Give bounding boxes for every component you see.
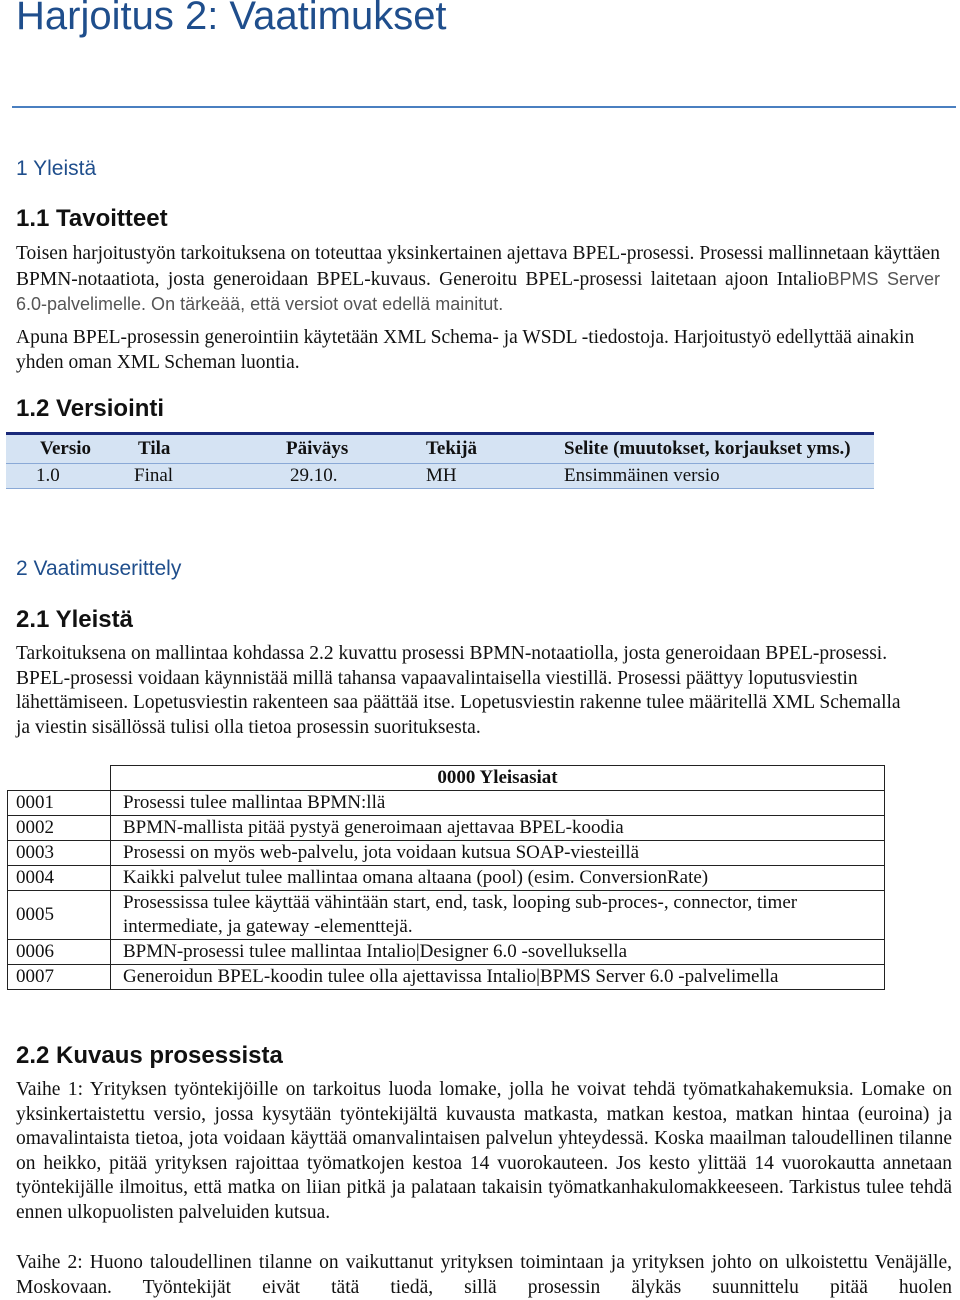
table-row	[8, 791, 885, 816]
requirement-id: 0004	[8, 866, 111, 891]
version-col-version: Versio	[6, 434, 98, 464]
table-row	[8, 816, 885, 841]
version-table-header	[6, 434, 874, 464]
goals-paragraph-2: Apuna BPEL-prosessin generointiin käytetään XML Schema- ja WSDL -tiedostoja. Harjoitustyö edellyttää ainakin yhden oman XML Scheman luontia.	[16, 327, 915, 373]
table-row	[8, 940, 885, 965]
date-cell: 29.10.	[258, 464, 414, 489]
process-paragraph-1: Vaihe 1: Yrityksen työntekijöille on tarkoitus luoda lomake, jolla he voivat tehdä työmatkahakemuksia. Lomake on yksinkertaistettu versio, jossa kysytään työntekijältä kuvausta matkasta, matkan kestoa, matkan hintaa (euroina) ja omavalintaista tietoa, jota voidaan käyttää omanvalintaisen palvelun yhteydessä. Koska maailman taloudellinen tilanne on heikko, pitää yrityksen rajoittaa työmatkojen kestoa 14 vuorokauteen. Jos kesto ylittää 14 vuorokautta annetaan työntekijälle ilmoitus, että matka on liian pitkä ja palataan takaisin työmatkanhakulomakkeeseen. Tarkistus tulee tehdä ennen ulkopuolisten palveluiden kutsua.	[16, 1079, 952, 1223]
state-cell: Final	[98, 464, 258, 489]
requirement-id: 0005	[8, 891, 111, 940]
table-row	[6, 464, 874, 489]
table-row	[8, 866, 885, 891]
version-col-date: Päiväys	[258, 434, 414, 464]
requirements-header-row	[8, 766, 885, 791]
goals-paragraph-1	[16, 242, 940, 318]
description-cell: Ensimmäinen versio	[552, 464, 874, 489]
table-row	[8, 965, 885, 990]
table-row	[8, 841, 885, 866]
requirement-id: 0002	[8, 816, 111, 841]
requirement-id: 0006	[8, 940, 111, 965]
requirements-header-empty	[8, 766, 111, 791]
requirements-table	[7, 765, 885, 990]
requirement-text: Kaikki palvelut tulee mallintaa omana altaana (pool) (esim. ConversionRate)	[111, 866, 885, 891]
requirements-header: 0000 Yleisasiat	[111, 766, 885, 791]
table-row	[8, 891, 885, 940]
subsection-heading-2-1: 2.1 Yleistä	[16, 606, 133, 633]
subsection-heading-2-2: 2.2 Kuvaus prosessista	[16, 1042, 283, 1069]
requirement-id: 0001	[8, 791, 111, 816]
document-title: Harjoitus 2: Vaatimukset	[16, 0, 447, 38]
goals-paragraph-1-serif: Toisen harjoitustyön tarkoituksena on toteuttaa yksinkertainen ajettava BPEL-prosessi. Prosessi mallinnetaan käyttäen BPMN-notaatiota, josta generoidaan BPEL-kuvaus. Generoitu BPEL-prosessi laitetaan ajoon Intalio	[16, 243, 940, 290]
title-divider	[12, 106, 956, 108]
process-paragraph-2: Vaihe 2: Huono taloudellinen tilanne on vaikuttanut yrityksen toimintaan ja yrityksen johto on ulkoistettu Venäjälle, Moskovaan. Työntekijät eivät tätä tiedä, sillä prosessin älykäs suunnittelu pitää huolen	[16, 1252, 952, 1298]
requirement-text: Prosessi tulee mallintaa BPMN:llä	[111, 791, 885, 816]
general-paragraph: Tarkoituksena on mallintaa kohdassa 2.2 kuvattu prosessi BPMN-notaatiolla, josta generoidaan BPEL-prosessi. BPEL-prosessi voidaan käynnistää millä tahansa vapaavalintaisella viestillä. Prosessi päättyy loputusviestin lähettämiseen. Lopetusviestin rakenteen saa päättää itse. Lopetusviestin rakenne tulee määritellä XML Schemalla ja viestin sisällössä tulisi olla tietoa prosessin suorituksesta.	[16, 643, 901, 738]
requirement-text: BPMN-mallista pitää pystyä generoimaan ajettavaa BPEL-koodia	[111, 816, 885, 841]
goals-paragraph-1-sans: BPMS Server 6.0-palvelimelle. On tärkeää, että versiot ovat edellä mainitut.	[16, 268, 940, 314]
version-col-author: Tekijä	[414, 434, 552, 464]
requirement-id: 0003	[8, 841, 111, 866]
version-table	[6, 432, 874, 489]
section-heading-2: 2 Vaatimuserittely	[16, 557, 182, 580]
subsection-heading-1-2: 1.2 Versiointi	[16, 395, 165, 422]
requirement-id: 0007	[8, 965, 111, 990]
version-col-description: Selite (muutokset, korjaukset yms.)	[552, 434, 874, 464]
requirement-text: Prosessi on myös web-palvelu, jota voidaan kutsua SOAP-viesteillä	[111, 841, 885, 866]
requirement-text: Prosessissa tulee käyttää vähintään start, end, task, looping sub-proces-, connector, timer intermediate, ja gateway -elementtejä.	[111, 891, 885, 940]
version-col-state: Tila	[98, 434, 258, 464]
requirement-text: Generoidun BPEL-koodin tulee olla ajettavissa Intalio|BPMS Server 6.0 -palvelimella	[111, 965, 885, 990]
version-cell: 1.0	[6, 464, 98, 489]
section-heading-1: 1 Yleistä	[16, 157, 97, 180]
author-cell: MH	[414, 464, 552, 489]
subsection-heading-1-1: 1.1 Tavoitteet	[16, 205, 168, 232]
requirement-text: BPMN-prosessi tulee mallintaa Intalio|Designer 6.0 -sovelluksella	[111, 940, 885, 965]
